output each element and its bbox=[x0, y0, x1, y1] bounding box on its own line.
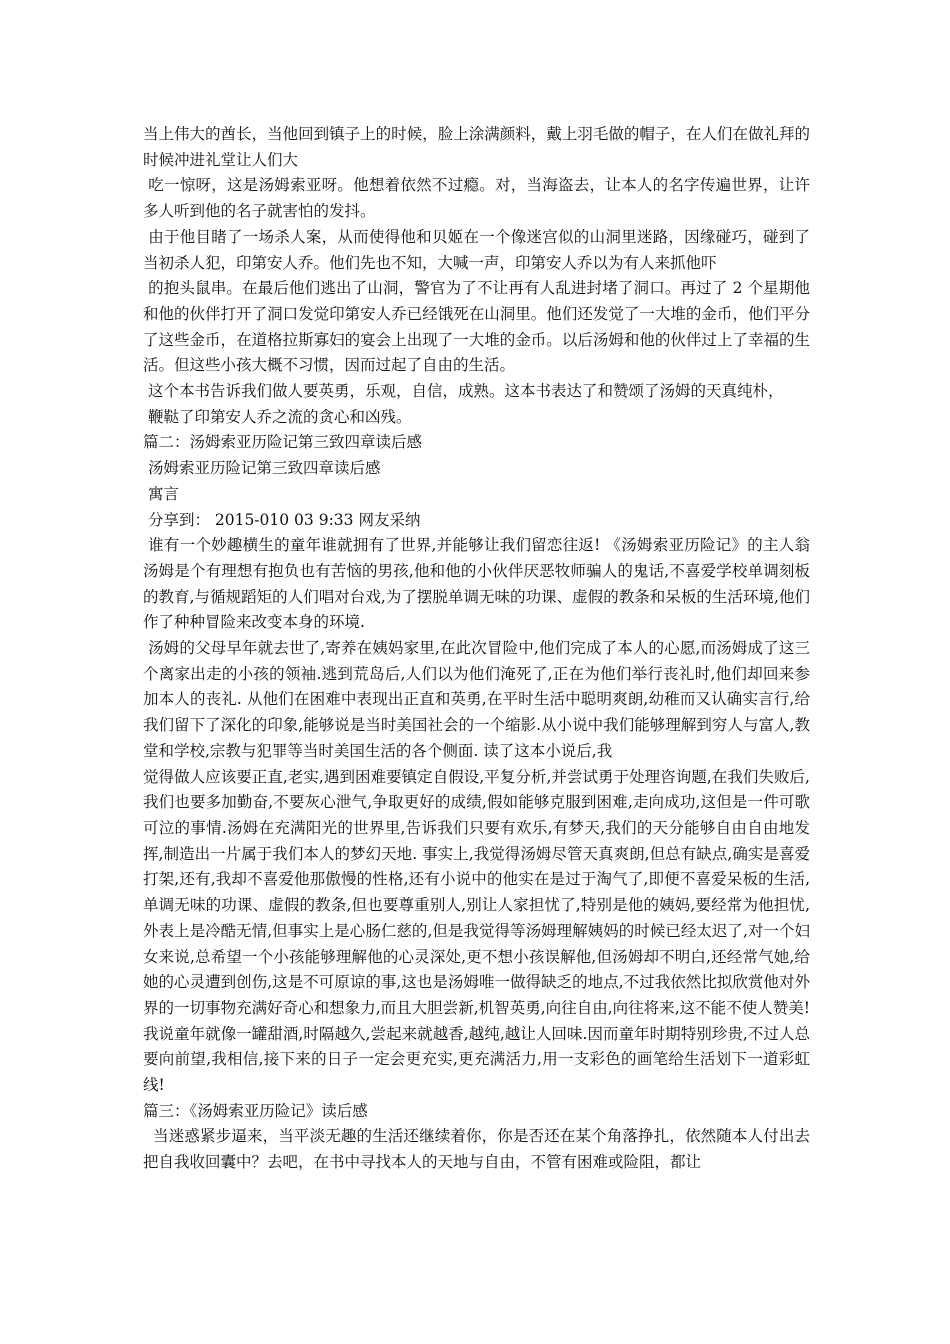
paragraph: 这个本书告诉我们做人要英勇，乐观，自信，成熟。这本书表达了和赞颂了汤姆的天真纯朴， bbox=[143, 382, 784, 401]
category-label: 寓言 bbox=[143, 484, 179, 503]
paragraph: 鞭鞑了印第安人乔之流的贪心和凶残。 bbox=[143, 407, 412, 426]
document-body bbox=[143, 122, 815, 1176]
paragraph: 觉得做人应该要正直,老实,遇到困难要镇定自假设,平复分析,并尝试勇于处理咨询题,在我们失败后,我们也要多加勤奋,不要灰心泄气,争取更好的成绩,假如能够克服到困难,走向成功,这但是一件可歌可泣的事情.汤姆在充满阳光的世界里,告诉我们只要有欢乐,有梦天,我们的天分能够自由自由地发挥,制造出一片属于我们本人的梦幻天地. 事实上,我觉得汤姆尽管天真爽朗,但总有缺点,确实是喜爱打架,还有,我却不喜爱他那傲慢的性格,还有小说中的他实在是过于淘气了,即便不喜爱呆板的生活,单调无味的功课、虚假的教条,但也要尊重别人,别让人家担忧了,特别是他的姨妈,要经常为他担忧,外表上是冷酷无情,但事实上是心肠仁慈的,但是我觉得等汤姆理解姨妈的时候已经太迟了,对一个妇女来说,总希望一个小孩能够理解他的心灵深处,更不想小孩误解他,但汤姆却不明白,还经常气她,给她的心灵遭到创伤,这是不可原谅的事,这也是汤姆唯一做得缺乏的地点,不过我依然比拟欣赏他对外界的一切事物充满好奇心和想象力,而且大胆尝新,机智英勇,向往自由,向往将来,这不能不使人赞美! 我说童年就像一罐甜酒,时隔越久,尝起来就越香,越纯,越让人回味.因而童年时期特别珍贵,不过人总要向前望,我相信,接下来的日子一定会更充实,更充满活力,用一支彩色的画笔给生活划下一道彩虹线! bbox=[143, 767, 815, 1095]
paragraph: 吃一惊呀，这是汤姆索亚呀。他想着依然不过瘾。对，当海盗去，让本人的名字传遍世界，让许多人听到他的名子就害怕的发抖。 bbox=[143, 176, 810, 221]
paragraph: 当迷惑紧步逼来，当平淡无趣的生活还继续着你，你是否还在某个角落挣扎，依然随本人付出去把自我收回囊中？去吧，在书中寻找本人的天地与自由，不管有困难或险阻，都让 bbox=[143, 1127, 810, 1172]
section-heading: 篇三：《汤姆索亚历险记》读后感 bbox=[143, 1101, 368, 1120]
article-title: 汤姆索亚历险记第三致四章读后感 bbox=[143, 459, 381, 478]
paragraph: 当上伟大的酋长，当他回到镇子上的时候，脸上涂满颜料，戴上羽毛做的帽子，在人们在做礼拜的时候冲进礼堂让人们大 bbox=[143, 125, 810, 169]
paragraph: 谁有一个妙趣横生的童年谁就拥有了世界,并能够让我们留恋往返! 《汤姆索亚历险记》的主人翁汤姆是个有理想有抱负也有苦恼的男孩,他和他的小伙伴厌恶牧师骗人的鬼话,不喜爱学校单调刻板的教育,与循规蹈矩的人们唱对台戏,为了摆脱单调无味的功课、虚假的教条和呆板的生活环境,他们作了种种冒险来改变本身的环境. bbox=[143, 536, 810, 632]
section-heading: 篇二：汤姆索亚历险记第三致四章读后感 bbox=[143, 433, 423, 452]
share-meta: 分享到： 2015-010 03 9:33 网友采纳 bbox=[143, 510, 421, 529]
paragraph: 汤姆的父母早年就去世了,寄养在姨妈家里,在此次冒险中,他们完成了本人的心愿,而汤姆成了这三个离家出走的小孩的领袖.逃到荒岛后,人们以为他们淹死了,正在为他们举行丧礼时,他们却回来参加本人的丧礼. 从他们在困难中表现出正直和英勇,在平时生活中聪明爽朗,幼稚而又认确实言行,给我们留下了深化的印象,能够说是当时美国社会的一个缩影.从小说中我们能够理解到穷人与富人,教堂和学校,宗教与犯罪等当时美国生活的各个侧面. 读了这本小说后,我 bbox=[143, 639, 810, 760]
paragraph: 的抱头鼠串。在最后他们逃出了山洞，警官为了不让再有人乱进封堵了洞口。再过了 2 个星期他和他的伙伴打开了洞口发觉印第安人乔已经饿死在山洞里。他们还发觉了一大堆的金币，他们平分了这些金币，在道格拉斯寡妇的宴会上出现了一大堆的金币。以后汤姆和他的伙伴过上了幸福的生活。但这些小孩大概不习惯，因而过起了自由的生活。 bbox=[143, 279, 810, 375]
paragraph: 由于他目睹了一场杀人案，从而使得他和贝姬在一个像迷宫似的山洞里迷路，因缘碰巧，碰到了当初杀人犯，印第安人乔。他们先也不知，大喊一声，印第安人乔以为有人来抓他吓 bbox=[143, 227, 810, 272]
